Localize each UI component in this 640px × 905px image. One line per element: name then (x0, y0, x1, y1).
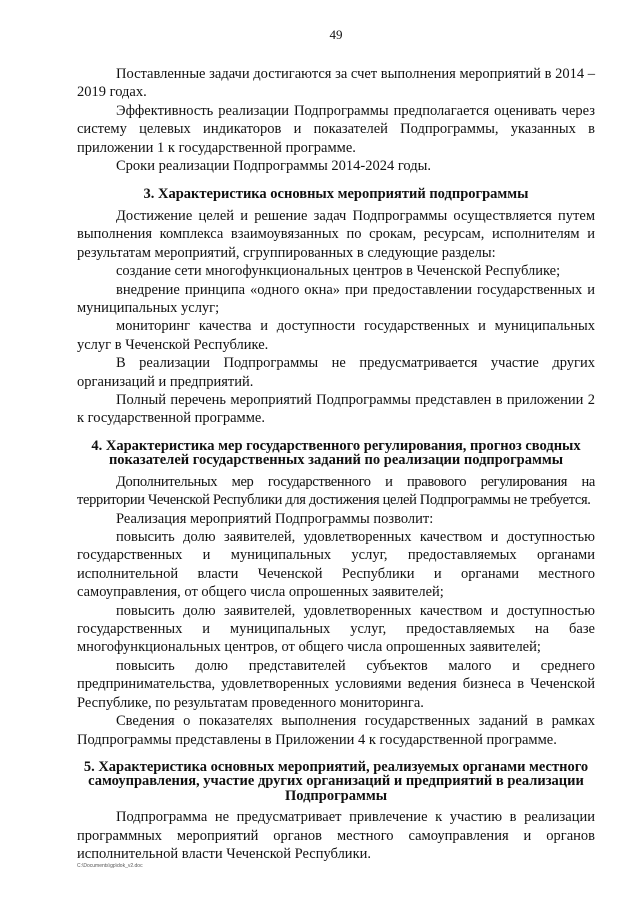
intro-paragraph: Поставленные задачи достигаются за счет выполнения мероприятий в 2014 – 2019 годах. (77, 66, 595, 101)
section-4-paragraph: повысить долю заявителей, удовлетворенных качеством и доступностью государственных и муниципальных услуг, предоставляемых на базе многофункциональных центров, от общего числа опрошенных заявителей; (77, 602, 595, 656)
section-5-heading-line: Подпрограммы (284, 787, 388, 804)
section-4-paragraph: Сведения о показателях выполнения государственных заданий в рамках Подпрограммы представлены в Приложении 4 к государственной программе. (77, 713, 595, 748)
section-4-paragraph: Реализация мероприятий Подпрограммы позволит: (116, 510, 434, 527)
intro-paragraph: Сроки реализации Подпрограммы 2014-2024 годы. (116, 158, 431, 175)
section-3-heading: 3. Характеристика основных мероприятий подпрограммы (143, 186, 529, 203)
section-3-paragraph: В реализации Подпрограммы не предусматривается участие других организаций и предприятий. (77, 355, 595, 390)
footer-file-path: C:\Documents\gp\dok_v2.doc (77, 863, 143, 869)
intro-paragraph: Эффективность реализации Подпрограммы предполагается оценивать через систему целевых индикаторов и показателей Подпрограммы, указанных в приложении 1 к государственной программе. (77, 102, 595, 156)
section-4-heading (77, 439, 595, 468)
section-3-paragraph: Достижение целей и решение задач Подпрограммы осуществляется путем выполнения комплекса взаимоувязанных по срокам, ресурсам, исполнителям и результатам мероприятий, сгруппированных в следующие разделы: (77, 207, 595, 261)
document-body (77, 65, 595, 864)
section-5-heading-line: 5. Характеристика основных мероприятий, реализуемых органами местного (83, 758, 589, 775)
section-4-paragraph: повысить долю заявителей, удовлетворенных качеством и доступностью государственных и муниципальных услуг, предоставляемых органами исполнительной власти Чеченской Республики и органами местного самоуправления, от общего числа опрошенных заявителей; (77, 529, 595, 601)
section-4-heading-line: 4. Характеристика мер государственного регулирования, прогноз сводных (91, 437, 581, 454)
section-4-paragraph: повысить долю представителей субъектов малого и среднего предпринимательства, удовлетворенных условиями ведения бизнеса в Чеченской Республике, по результатам проведенного мониторинга. (77, 657, 595, 711)
section-4-paragraph: Дополнительных мер государственного и правового регулирования на территории Чеченской Республики для достижения целей Подпрограммы не требуется. (77, 473, 595, 509)
section-5-heading (77, 760, 595, 804)
section-3-paragraph: создание сети многофункциональных центров в Чеченской Республике; (116, 263, 561, 280)
section-3-paragraph: Полный перечень мероприятий Подпрограммы представлен в приложении 2 к государственной программе. (77, 392, 595, 427)
section-4-heading-line: показателей государственных заданий по реализации подпрограммы (108, 452, 564, 469)
page-number: 49 (329, 27, 343, 42)
section-5-paragraph: Подпрограмма не предусматривает привлечение к участию в реализации программных мероприятий органов местного самоуправления и органов исполнительной власти Чеченской Республики. (77, 809, 595, 863)
section-5-heading-line: самоуправления, участие других организаций и предприятий в реализации (88, 773, 584, 790)
section-3-paragraph: внедрение принципа «одного окна» при предоставлении государственных и муниципальных услуг; (77, 281, 595, 316)
section-3-paragraph: мониторинг качества и доступности государственных и муниципальных услуг в Чеченской Республике. (77, 318, 595, 353)
